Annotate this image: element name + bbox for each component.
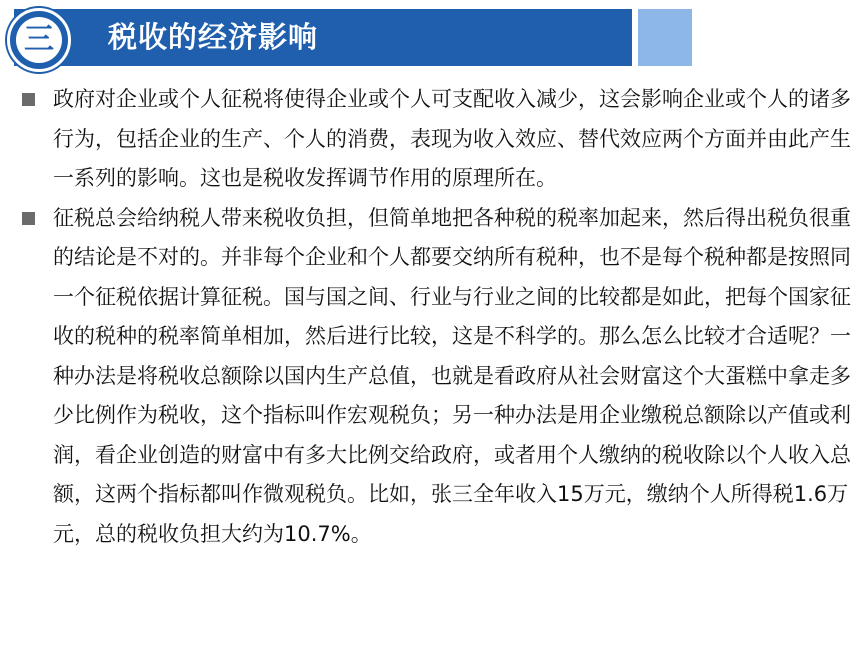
title-banner-accent: [638, 9, 692, 66]
content-body: [18, 80, 856, 554]
square-bullet-icon: [22, 212, 35, 225]
bullet-paragraph-2: [18, 199, 856, 555]
section-number-label: 三: [16, 17, 62, 63]
square-bullet-icon: [22, 93, 35, 106]
section-number-badge: [7, 8, 71, 72]
bullet-paragraph-1: [18, 80, 856, 199]
slide-title: 税收的经济影响: [108, 20, 319, 54]
paragraph-text: 征税总会给纳税人带来税收负担，但简单地把各种税的税率加起来，然后得出税负很重的结论是不对的。并非每个企业和个人都要交纳所有税种，也不是每个税种都是按照同一个征税依据计算征税。国与国之间、行业与行业之间的比较都是如此，把每个国家征收的税种的税率简单相加，然后进行比较，这是不科学的。那么怎么比较才合适呢？一种办法是将税收总额除以国内生产总值，也就是看政府从社会财富这个大蛋糕中拿走多少比例作为税收，这个指标叫作宏观税负；另一种办法是用企业缴税总额除以产值或利润，看企业创造的财富中有多大比例交给政府，或者用个人缴纳的税收除以个人收入总额，这两个指标都叫作微观税负。比如，张三全年收入15万元，缴纳个人所得税1.6万元，总的税收负担大约为10.7%。: [53, 205, 851, 546]
paragraph-text: 政府对企业或个人征税将使得企业或个人可支配收入减少，这会影响企业或个人的诸多行为，包括企业的生产、个人的消费，表现为收入效应、替代效应两个方面并由此产生一系列的影响。这也是税收发挥调节作用的原理所在。: [53, 87, 851, 190]
title-banner: [14, 9, 632, 66]
